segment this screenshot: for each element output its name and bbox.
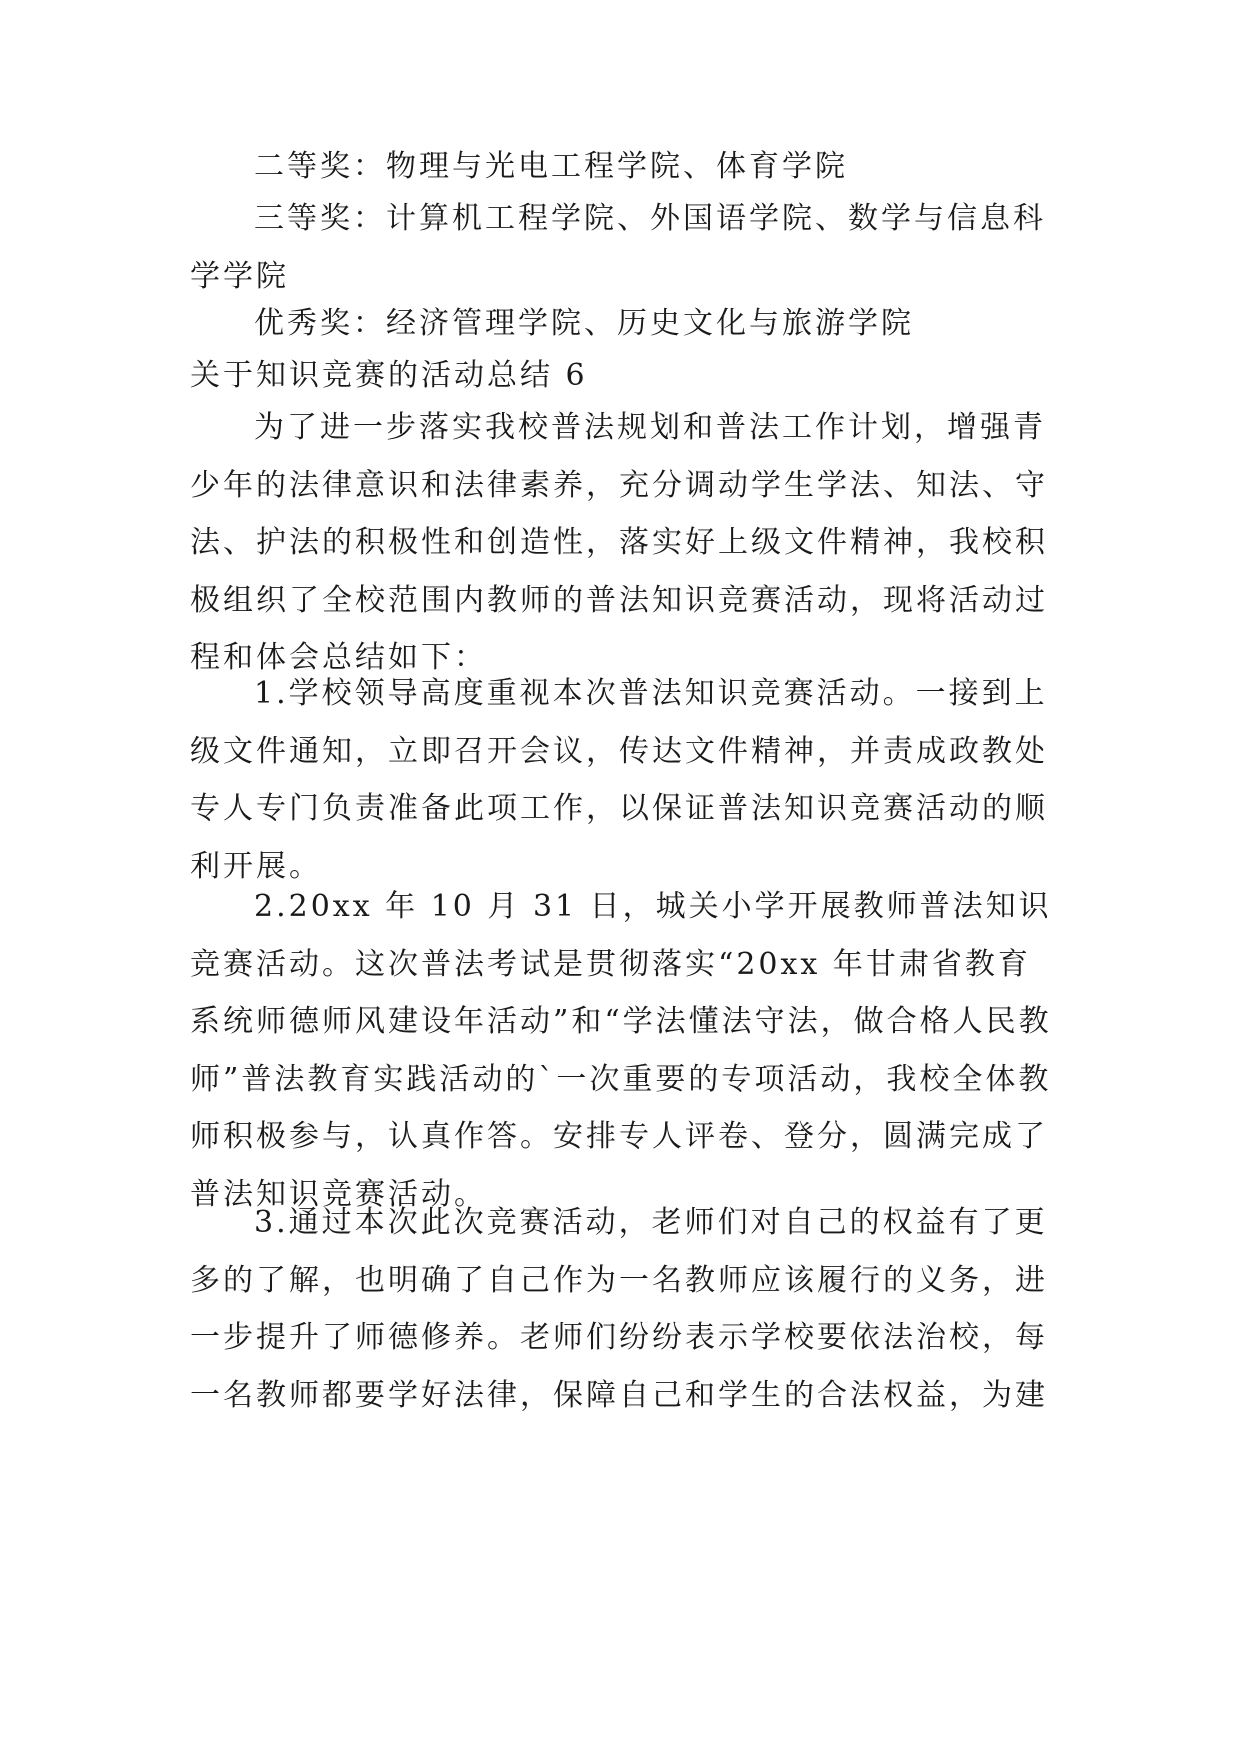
award-third-text: 三等奖：计算机工程学院、外国语学院、数学与信息科学学院 — [190, 201, 1046, 294]
paragraph-item-3-text: 3.通过本次此次竞赛活动，老师们对自己的权益有了更多的了解，也明确了自己作为一名教师应该履行的义务，进一步提升了师德修养。老师们纷纷表示学校要依法治校，每一名教师都要学好法律，保障自己和学生的合法权益，为建 — [190, 1205, 1048, 1413]
paragraph-intro — [190, 399, 1052, 687]
paragraph-item-2-text: 2.20xx 年 10 月 31 日，城关小学开展教师普法知识竞赛活动。这次普法考试是贯彻落实“20xx 年甘肃省教育系统师德师风建设年活动”和“学法懂法守法，做合格人民教师”普法教育实践活动的`一次重要的专项活动，我校全体教师积极参与，认真作答。安排专人评卷、登分，圆满完成了普法知识竞赛活动。 — [190, 889, 1052, 1212]
section-title — [190, 347, 1052, 405]
award-excellent-text: 优秀奖：经济管理学院、历史文化与旅游学院 — [254, 306, 914, 341]
paragraph-intro-text: 为了进一步落实我校普法规划和普法工作计划，增强青少年的法律意识和法律素养，充分调动学生学法、知法、守法、护法的积极性和创造性，落实好上级文件精神，我校积极组织了全校范围内教师的普法知识竞赛活动，现将活动过程和体会总结如下： — [190, 410, 1048, 675]
award-second-text: 二等奖：物理与光电工程学院、体育学院 — [254, 149, 848, 184]
award-second — [190, 138, 1052, 196]
award-third — [190, 190, 1052, 305]
paragraph-item-3 — [190, 1194, 1052, 1424]
section-title-text: 关于知识竞赛的活动总结 6 — [190, 358, 588, 393]
award-excellent — [190, 295, 1052, 353]
paragraph-item-2 — [190, 878, 1052, 1223]
paragraph-item-1 — [190, 665, 1052, 895]
paragraph-item-1-text: 1.学校领导高度重视本次普法知识竞赛活动。一接到上级文件通知，立即召开会议，传达文件精神，并责成政教处专人专门负责准备此项工作，以保证普法知识竞赛活动的顺利开展。 — [190, 676, 1048, 884]
